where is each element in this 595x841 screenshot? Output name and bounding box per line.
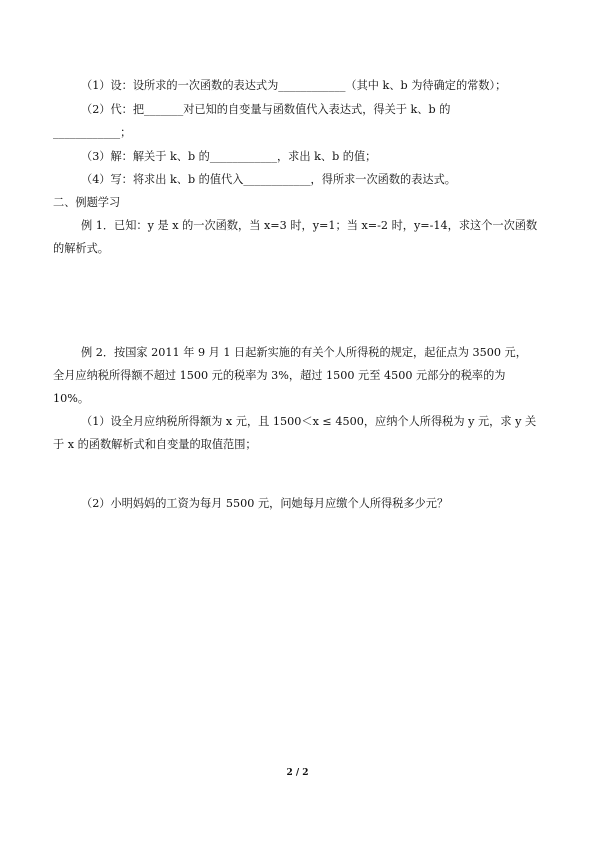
section-heading: 二、例题学习 <box>53 196 121 209</box>
step-4: （4）写：将求出 k、b 的值代入____________，得所求一次函数的表达式。 <box>81 173 456 186</box>
example-2-q2: （2）小明妈妈的工资为每月 5500 元，问她每月应缴个人所得税多少元？ <box>81 497 449 510</box>
step-3: （3）解：解关于 k、b 的____________，求出 k、b 的值； <box>81 150 377 163</box>
example-1-cont: 的解析式。 <box>53 242 109 255</box>
example-2: 例 2．按国家 2011 年 9 月 1 日起新实施的有关个人所得税的规定，起征点为 3500 元， <box>81 346 527 359</box>
example-2-cont-1: 全月应纳税所得额不超过 1500 元的税率为 3%，超过 1500 元至 4500 元部分的税率的为 <box>53 369 506 382</box>
example-2-q1-cont: 于 x 的函数解析式和自变量的取值范围； <box>53 438 257 451</box>
page-number: 2 / 2 <box>286 768 309 778</box>
example-1: 例 1．已知：y 是 x 的一次函数，当 x=3 时，y=1；当 x=-2 时，y=-14，求这个一次函数 <box>81 219 538 232</box>
example-2-q1: （1）设全月应纳税所得额为 x 元，且 1500＜x ≤ 4500，应纳个人所得税为 y 元，求 y 关 <box>81 415 537 428</box>
step-1: （1）设：设所求的一次函数的表达式为____________（其中 k、b 为待确定的常数）； <box>81 79 507 92</box>
example-2-cont-2: 10%。 <box>53 392 90 405</box>
step-2-cont: ____________； <box>53 126 132 139</box>
step-2: （2）代：把_______对已知的自变量与函数值代入表达式，得关于 k、b 的 <box>81 103 451 116</box>
